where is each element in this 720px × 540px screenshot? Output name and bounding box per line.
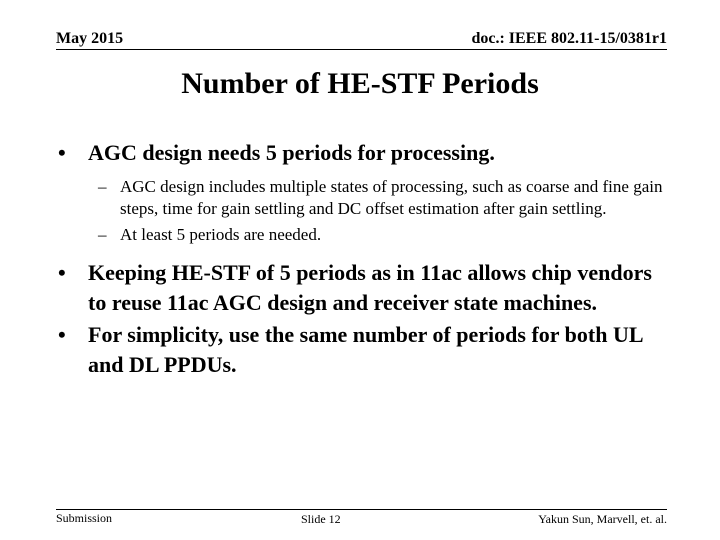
footer-slide-number: Slide 12: [301, 512, 341, 526]
dash-icon: –: [98, 225, 107, 244]
footer-submission: Submission: [56, 511, 113, 525]
header-divider: [56, 49, 667, 50]
dash-icon: –: [98, 177, 107, 196]
header-date: May 2015: [56, 30, 124, 47]
bullet-item: [58, 320, 668, 380]
bullet-icon: •: [58, 140, 66, 165]
bullet-icon: •: [58, 322, 66, 347]
bullet-item: [58, 138, 668, 168]
bullet-text: AGC design needs 5 periods for processing.: [88, 140, 495, 165]
bullet-text: Keeping HE-STF of 5 periods as in 11ac allows chip vendors to reuse 11ac AGC design and receiver state machines.: [88, 260, 652, 315]
bullet-item: [58, 258, 668, 318]
bullet-text: For simplicity, use the same number of periods for both UL and DL PPDUs.: [88, 322, 643, 377]
slide-title: Number of HE-STF Periods: [181, 67, 539, 100]
bullet-icon: •: [58, 260, 66, 285]
header-doc-id: doc.: IEEE 802.11-15/0381r1: [471, 30, 667, 47]
footer-divider: [56, 509, 667, 510]
slide-content: [58, 138, 668, 380]
sub-bullet-item: [58, 176, 668, 220]
footer-author: Yakun Sun, Marvell, et. al.: [538, 512, 667, 526]
sub-bullet-item: [58, 224, 668, 246]
sub-bullet-text: AGC design includes multiple states of processing, such as coarse and fine gain steps, time for gain settling and DC offset estimation after gain settling.: [120, 177, 663, 218]
sub-bullet-text: At least 5 periods are needed.: [120, 225, 322, 244]
